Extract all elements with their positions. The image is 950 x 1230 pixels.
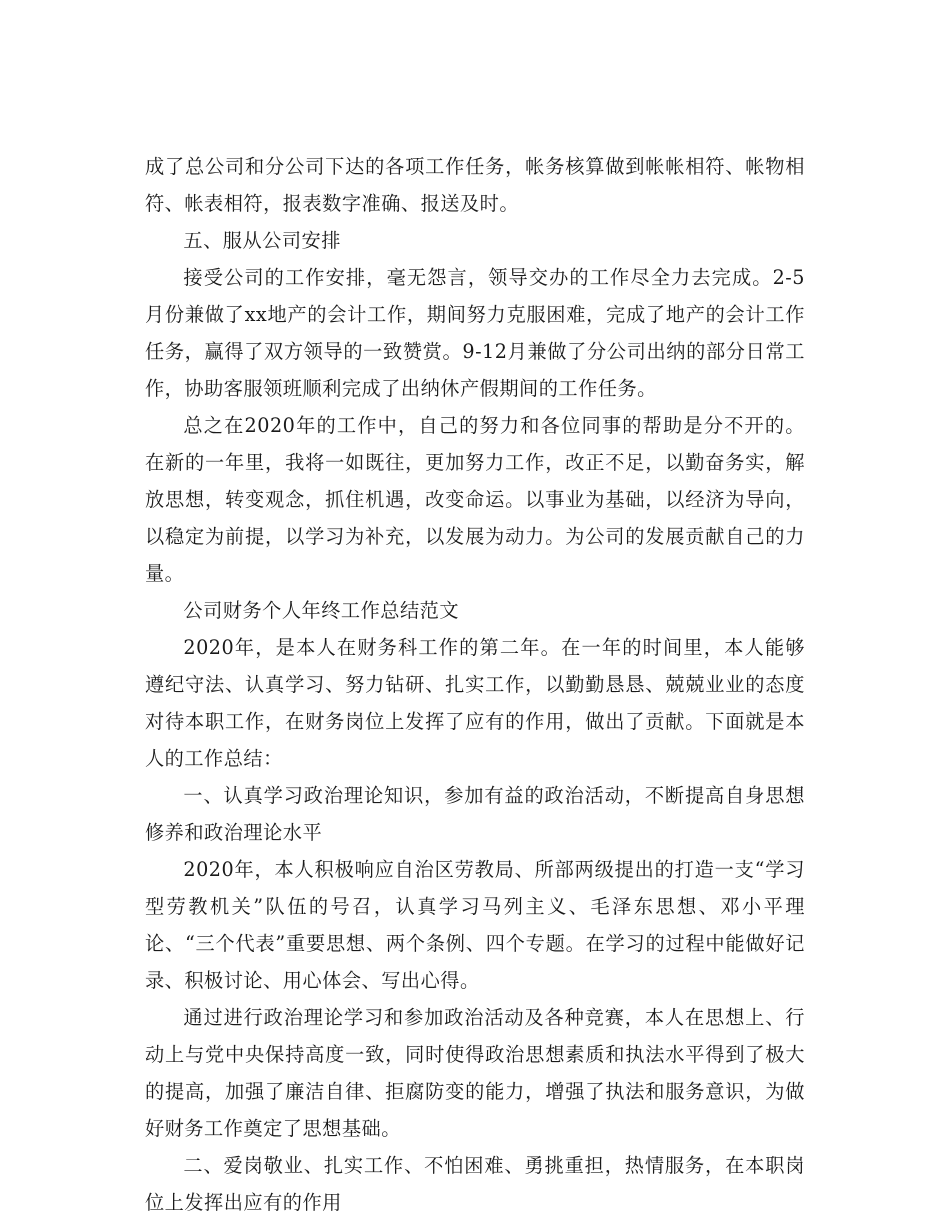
section-heading-2: 二、爱岗敬业、扎实工作、不怕困难、勇挑重担，热情服务，在本职岗位上发挥出应有的作用 <box>145 1154 805 1214</box>
paragraph-continuation: 成了总公司和分公司下达的各项工作任务，帐务核算做到帐帐相符、帐物相符、帐表相符，报表数字准确、报送及时。 <box>145 155 805 215</box>
document-body <box>145 148 805 1221</box>
paragraph-intro: 2020年，是本人在财务科工作的第二年。在一年的时间里，本人能够遵纪守法、认真学习、努力钻研、扎实工作，以勤勤恳恳、兢兢业业的态度对待本职工作，在财务岗位上发挥了应有的作用，做出了贡献。下面就是本人的工作总结： <box>145 636 805 770</box>
article-title: 公司财务个人年终工作总结范文 <box>183 599 460 622</box>
paragraph-political-activities: 通过进行政治理论学习和参加政治活动及各种竞赛，本人在思想上、行动上与党中央保持高度一致，同时使得政治思想素质和执法水平得到了极大的提高，加强了廉洁自律、拒腐防变的能力，增强了执法和服务意识，为做好财务工作奠定了思想基础。 <box>145 1006 805 1140</box>
paragraph-conclusion: 总之在2020年的工作中，自己的努力和各位同事的帮助是分不开的。在新的一年里，我将一如既往，更加努力工作，改正不足，以勤奋务实，解放思想，转变观念，抓住机遇，改变命运。以事业为基础，以经济为导向，以稳定为前提，以学习为补充，以发展为动力。为公司的发展贡献自己的力量。 <box>145 414 805 585</box>
section-heading-1: 一、认真学习政治理论知识，参加有益的政治活动，不断提高自身思想修养和政治理论水平 <box>145 784 805 844</box>
paragraph-work-arrangement: 接受公司的工作安排，毫无怨言，领导交办的工作尽全力去完成。2-5月份兼做了xx地产的会计工作，期间努力克服困难，完成了地产的会计工作任务，赢得了双方领导的一致赞赏。9-12月兼做了分公司出纳的部分日常工作，协助客服领班顺利完成了出纳休产假期间的工作任务。 <box>145 266 805 400</box>
paragraph-study: 2020年，本人积极响应自治区劳教局、所部两级提出的打造一支“学习型劳教机关”队伍的号召，认真学习马列主义、毛泽东思想、邓小平理论、“三个代表”重要思想、两个条例、四个专题。在学习的过程中能做好记录、积极讨论、用心体会、写出心得。 <box>145 858 805 992</box>
section-heading-5: 五、服从公司安排 <box>183 229 341 252</box>
